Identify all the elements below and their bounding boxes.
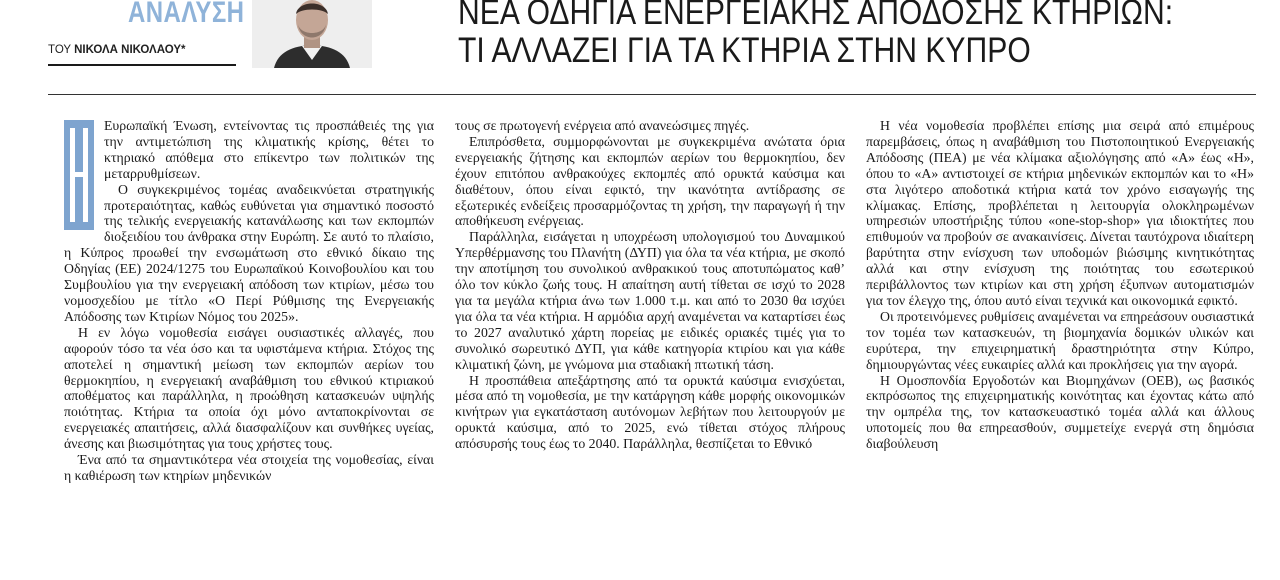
author-photo bbox=[252, 0, 372, 68]
article-column-1 bbox=[64, 118, 434, 484]
byline-author: ΝΙΚΟΛΑ ΝΙΚΟΛΑΟΥ* bbox=[74, 44, 186, 56]
byline bbox=[48, 44, 186, 56]
paragraph: Ένα από τα σημαντικότερα νέα στοιχεία της νομοθεσίας, είναι η καθιέρωση των κτηρίων μηδενικών bbox=[64, 452, 434, 483]
paragraph: Η προσπάθεια απεξάρτησης από τα ορυκτά καύσιμα ενισχύεται, μέσα από τη νομοθεσία, με την κατάργηση κάθε μορφής οικονομικών κινήτρων για εγκατάσταση αυτόνομων λεβήτων που λειτουργούν με ορυκτά καύσιμα, από το 2025, ενώ τίθεται στόχος πλήρους απόσυρσής τους έως το 2040. Παράλληλα, θεσπίζεται το Εθνικό bbox=[455, 372, 845, 452]
article-column-3 bbox=[866, 118, 1254, 452]
headline-divider bbox=[48, 94, 1256, 95]
paragraph: Παράλληλα, εισάγεται η υποχρέωση υπολογισμού του Δυναμικού Υπερθέρμανσης του Πλανήτη (ΔΥΠ) για όλα τα νέα κτήρια, με σκοπό την αποτίμηση του συνολικού ανθρακικού τους αποτυπώματος καθ’ όλο τον κύκλο ζωής τους. Η απαίτηση αυτή τίθεται σε ισχύ το 2028 για τα μεγάλα κτήρια άνω των 1.000 τ.μ. και από το 2030 θα ισχύει για όλα τα νέα κτήρια. Η αρμόδια αρχή αναμένεται να καταρτίσει έως το 2027 αναλυτικό χάρτη πορείας με ειδικές οριακές τιμές για το συνολικό σωρευτικό ΔΥΠ, για κάθε κατηγορία κτιρίου και για κάθε κλιματική ζώνη, με γνώμονα μια σταδιακή πτωτική τάση. bbox=[455, 229, 845, 372]
paragraph: τους σε πρωτογενή ενέργεια από ανανεώσιμες πηγές. bbox=[455, 118, 750, 133]
byline-divider bbox=[48, 64, 236, 66]
byline-prefix: ΤΟΥ bbox=[48, 44, 71, 56]
headline-line-1: ΝΕΑ ΟΔΗΓΙΑ ΕΝΕΡΓΕΙΑΚΗΣ ΑΠΟΔΟΣΗΣ ΚΤΗΡΙΩΝ: bbox=[458, 0, 1174, 32]
dropcap-h-icon bbox=[64, 120, 94, 230]
headline-line-2: ΤΙ ΑΛΛΑΖΕΙ ΓΙΑ ΤΑ ΚΤΗΡΙΑ ΣΤΗΝ ΚΥΠΡΟ bbox=[458, 31, 1031, 70]
paragraph: Ευρωπαϊκή Ένωση, εντείνοντας τις προσπάθειές της για την αντιμετώπιση της κλιματικής κρίσης, θέτει το κτηριακό απόθεμα στο επίκεντρο των πολιτικών της μεταρρυθμίσεων. bbox=[104, 118, 434, 181]
author-portrait-icon bbox=[252, 0, 372, 68]
section-label: ΑΝΑΛΥΣΗ bbox=[128, 0, 245, 29]
paragraph: Η εν λόγω νομοθεσία εισάγει ουσιαστικές αλλαγές, που αφορούν τόσο τα νέα όσο και τα υφιστάμενα κτήρια. Στόχος της αποτελεί η σημαντική μείωση των εκπομπών αερίων του θερμοκηπίου, η ενεργειακή αναβάθμιση του εθνικού κτιριακού αποθέματος και παράλληλα, η προώθηση κατασκευών υψηλής ποιότητας. Κτήρια τα οποία όχι μόνο ανταποκρίνονται σε ενεργειακές απαιτήσεις, αλλά διασφαλίζουν και συνθήκες υγείας, άνεσης και βιωσιμότητας για τους χρήστες τους. bbox=[64, 324, 434, 452]
paragraph: Η Ομοσπονδία Εργοδοτών και Βιομηχάνων (ΟΕΒ), ως βασικός εκπρόσωπος της επιχειρηματικής κοινότητας και έχοντας κάτω από την ομπρέλα της, τον κατασκευαστικό τομέα αλλά και άλλους υποτομείς που θα επηρεασθούν, συμμετείχε ενεργά στη δημόσια διαβούλευση bbox=[866, 372, 1254, 452]
paragraph: Ο συγκεκριμένος τομέας αναδεικνύεται στρατηγικής προτεραιότητας, καθώς ευθύνεται για σημαντικό ποσοστό της τελικής ενεργειακής κατανάλωσης και των εκπομπών διοξειδίου του άνθρακα στην Ευρώπη. Σε αυτό το πλαίσιο, η Κύπρος προωθεί την ενσωμάτωση στο εθνικό δίκαιο της Οδηγίας (ΕΕ) 2024/1275 του Ευρωπαϊκού Κοινοβουλίου και του Συμβουλίου για την ενεργειακή απόδοση των κτιρίων, μέσω του νομοσχεδίου με τίτλο «Ο Περί Ρύθμισης της Ενεργειακής Απόδοσης των Κτιρίων Νόμος του 2025». bbox=[64, 181, 434, 324]
paragraph: Η νέα νομοθεσία προβλέπει επίσης μια σειρά από επιμέρους παρεμβάσεις, όπως η αναβάθμιση του Πιστοποιητικού Ενεργειακής Απόδοσης (ΠΕΑ) με νέα κλίμακα αξιολόγησης από «Α» έως «Η», όπου το «Α» αντιστοιχεί σε κτήρια μηδενικών εκπομπών και το «Η» στα λιγότερο αποδοτικά κτήρια κατά τον χρόνο εισαγωγής της κλίμακας. Επίσης, προβλέπεται η λειτουργία ολοκληρωμένων υπηρεσιών υποστήριξης τύπου «one-stop-shop» για ιδιοκτήτες που επιθυμούν να προβούν σε ανακαινίσεις. Δίνεται ταυτόχρονα ιδιαίτερη βαρύτητα στην ενίσχυση των υποδομών βιώσιμης κινητικότητας αλλά και στην ενίσχυση της ποιότητας του εσωτερικού περιβάλλοντος των κτιρίων και στη χρήση έξυπνων αυτοματισμών για τον έλεγχο της, όπου αυτό είναι τεχνικά και οικονομικά εφικτό. bbox=[866, 118, 1254, 308]
paragraph: Επιπρόσθετα, συμμορφώνονται με συγκεκριμένα ανώτατα όρια ενεργειακής ζήτησης και εκπομπών αερίων του θερμοκηπίου, δεν έχουν επιτόπου ανθρακούχες εκπομπές από ορυκτά καύσιμα και διαθέτουν, όπου είναι εφικτό, την ικανότητα αντίδρασης σε εξωτερικές ενδείξεις προσαρμόζοντας τη χρήση, την παραγωγή ή την αποθήκευση ενέργειας. bbox=[455, 133, 845, 229]
article-column-2 bbox=[455, 118, 845, 452]
paragraph: Οι προτεινόμενες ρυθμίσεις αναμένεται να επηρεάσουν ουσιαστικά τον τομέα των κατασκευών, τη βιομηχανία δομικών υλικών και ευρύτερα, την επιχειρηματική δραστηριότητα στην Κύπρο, δημιουργώντας νέες ευκαιρίες αλλά και προκλήσεις για την αγορά. bbox=[866, 308, 1254, 372]
headline bbox=[458, 0, 1174, 70]
